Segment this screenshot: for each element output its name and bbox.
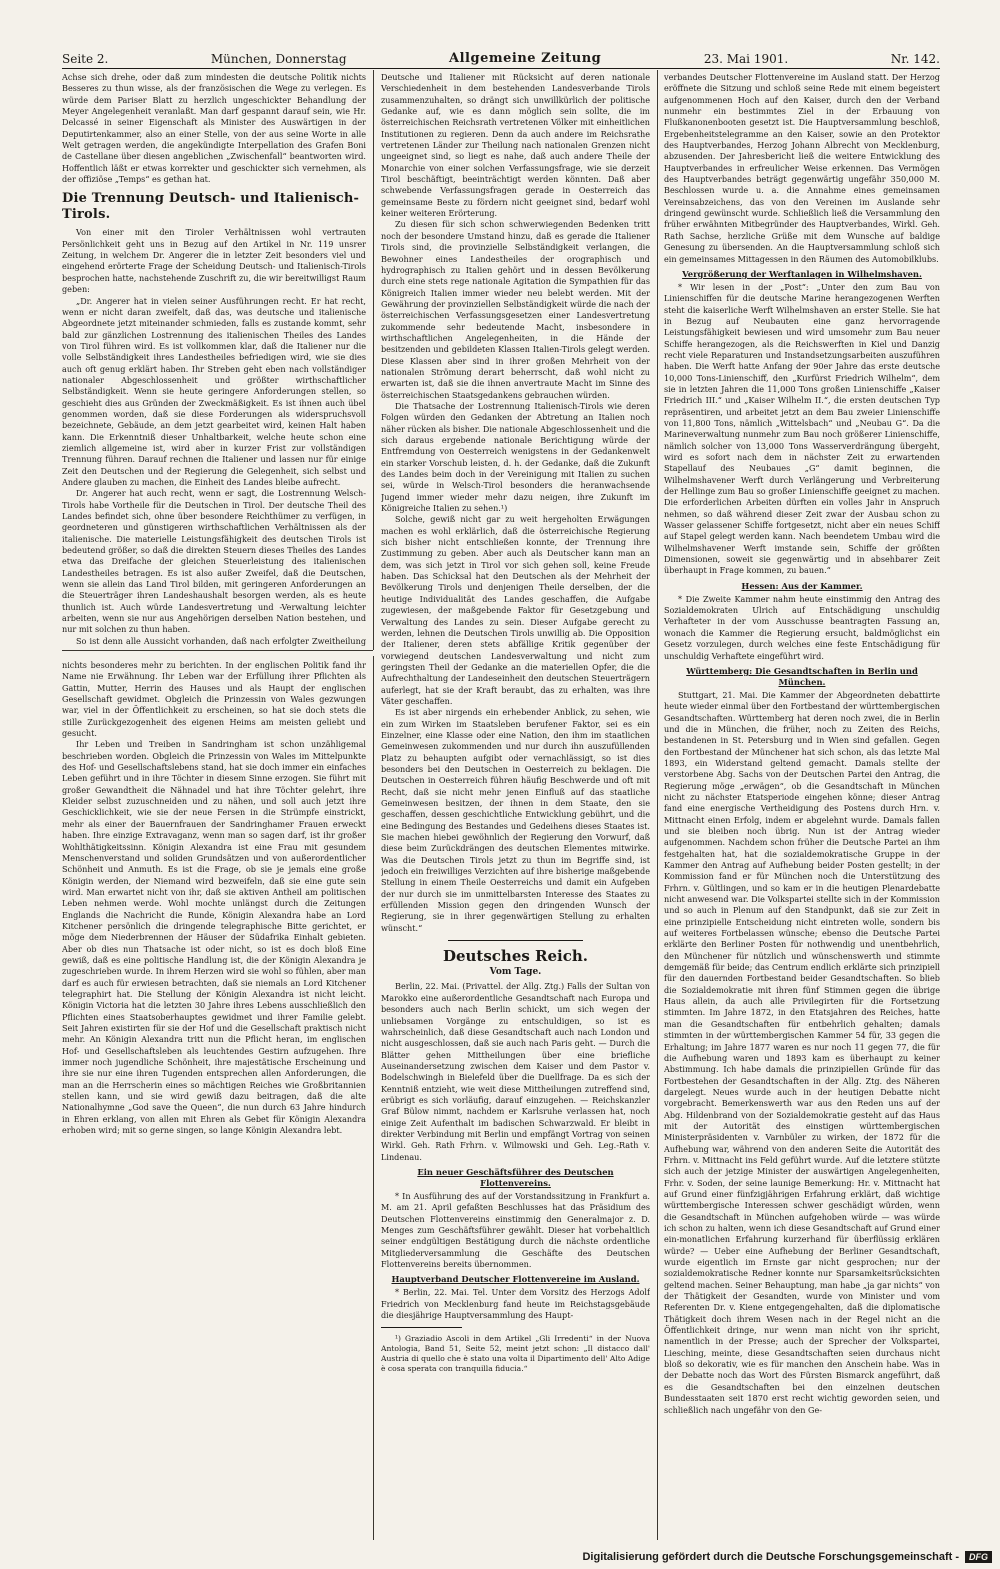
paragraph: * Wir lesen in der „Post“: „Unter den zum Bau von Linienschiffen für die deutsche Marine herangezogenen Werften steht die kaiserliche Werft Wilhelmshaven an erster Stelle. Sie hat in Bezug auf Neubauten eine ganz hervorragende Leistungsfähigkeit bewiesen und wird umsomehr zum Bau neuer Schiffe herangezogen, als die Reichswerften in Kiel und Danzig recht viele Reparaturen und Instandsetzungsarbeiten auszuführen haben. Die Werft hatte Anfang der 90er Jahre das erste deutsche 10,000 Tons-Linienschiff, den „Kurfürst Friedrich Wilhelm“, dem sie in letzten Jahren die 11,000 Tons großen Linienschiffe „Kaiser Friedrich III.“ und „Kaiser Wilhelm II.“, die ersten deutschen Typ repräsentiren, und arbeitet jetzt an dem Bau zweier Linienschiffe von 11,800 Tons, nämlich „Wittelsbach“ und „Neubau G“. Da die Marineverwaltung nunmehr zum Bau noch größerer Linienschiffe, nämlich solcher von 13,000 Tons Wasserverdrängung übergeht, wird es sofort nach dem in nächster Zeit zu erwartenden Stapellauf des Neubaues „G“ damit beginnen, die Wilhelmshavener Werft durch Verlängerung und Verbreiterung der Hellinge zum Bau so großer Linienschiffe geeignet zu machen. Die erforderlichen Arbeiten dürften ein volles Jahr in Anspruch nehmen, so daß während dieser Zeit zwar der Ausbau schon zu Wasser gelassener Schiffe fortgesetzt, nicht aber ein neues Schiff auf Stapel gelegt werden kann. Nach beendetem Umbau wird die Wilhelmshavener Werft imstande sein, Schiffe der größten Dimensionen, soweit sie gegenwärtig und in absehbarer Zeit überhaupt in Frage kommen, zu bauen.“ xyxy=(664,281,940,576)
paragraph: Die Thatsache der Lostrennung Italienisch-Tirols wie deren Folgen würden den Gedanken der Abtretung an Italien noch näher rücken als bisher. Die nationale Abgeschlossenheit und die sich daraus ergebende nationale Berichtigung würde der Entfremdung von Oesterreich wenigstens in der Gedankenwelt ein starker Vorschub leisten, d. h. der Gedanke, daß die Zukunft des Landes beim doch in der Vereinigung mit Italien zu suchen sei, würde in Welsch-Tirol besonders die heranwachsende Jugend immer wieder mehr dazu neigen, ihre Zukunft im Königreiche Italien zu sehen.¹) xyxy=(381,400,650,514)
subheading: Württemberg: Die Gesandtschaften in Berlin und München. xyxy=(686,665,918,687)
column-rule-2 xyxy=(657,70,658,1540)
paragraph: „Dr. Angerer hat in vielen seiner Ausführungen recht. Er hat recht, wenn er nicht daran zweifelt, daß das, was deutsche und italienische Abgeordnete jetzt miteinander schmieden, falls es zustande kommt, sehr bald zur gänzlichen Lostrennung des italienischen Theiles des Landes von Tirol führen wird. Es ist vollkommen klar, daß die Italiener nur die volle Selbständigkeit ihres Landestheiles befriedigen wird, wie sie dies auch oft genug erklärt haben. Ihr Streben geht eben nach vollständiger nationaler Abgeschlossenheit und größter wirthschaftlicher Selbständigkeit. Wenn sie heute geringere Anforderungen stellen, so geschieht dies aus Gründen der Zweckmäßigkeit. Es ist ihnen auch übel genommen worden, daß sie diese Forderungen als widerspruchsvoll bezeichnete, Gebäude, an dem jetzt gearbeitet wird, keinen Halt haben kann. Die Erkenntniß dieser Unhaltbarkeit, welche heute schon eine ziemlich allgemeine ist, wird aber in kurzer Frist zur vollständigen Trennung führen. Darauf rechnen die Italiener und lassen nur für einige Zeit den Deutschen und der Regierung die Gelegenheit, sich selbst und Andere glauben zu machen, die Einheit des Landes bleibe aufrecht. xyxy=(62,295,366,487)
paragraph: Deutsche und Italiener mit Rücksicht auf deren nationale Verschiedenheit in dem bestehenden Landesverbande Tirols zusammenzuhalten, so drängt sich unwillkürlich der politische Gedanke auf, wie es dann möglich sein sollte, die im österreichischen Reichsrath vertretenen Völker mit einheitlichen Institutionen zu regieren. Denn da auch andere im Reichsrathe vertretenen Länder zur Theilung nach nationalen Grenzen nicht ungeeignet sind, so liegt es nahe, daß auch andere Theile der Monarchie von einer solchen Verfassungsfrage, wie sie derzeit Tirol beschäftigt, beeinträchtigt werden könnten. Daß aber schwebende Verfassungsfragen gerade in Oesterreich das gemeinsame Beste zu fördern nicht geeignet sind, bedarf wohl keiner weiteren Erörterung. xyxy=(381,72,650,219)
paragraph: So ist denn alle Aussicht vorhanden, daß nach erfolgter Zweitheilung xyxy=(76,635,366,646)
column-rule-1 xyxy=(373,70,374,650)
paragraph: Berlin, 22. Mai. (Privattel. der Allg. Ztg.) Falls der Sultan von Marokko eine außerordentliche Gesandtschaft nach Europa und besonders auch nach Berlin schickt, um sich wegen der unliebsamen Vorgänge zu entschuldigen, so ist es wahrscheinlich, daß diese Gesandtschaft auch nach London und nicht ausgeschlossen, daß sie auch nach Paris geht. — Durch die Blätter gehen Mittheilungen über eine briefliche Auseinandersetzung zwischen dem Kaiser und dem Pastor v. Bodelschwingh in Bielefeld über die Duellfrage. Da es sich der Kenntniß entzieht, wie weit diese Mittheilungen zutreffend sind, erübrigt es sich vorläufig, darauf einzugehen. — Reichskanzler Graf Bülow nimmt, nachdem er Karlsruhe verlassen hat, noch einige Zeit Aufenthalt im badischen Schwarzwald. Er bleibt in direkter Verbindung mit Berlin und empfängt Vortrag von seinen Wirkl. Geh. Rath Frhrn. v. Wilmowski und Geh. Leg.-Rath v. Lindenau. xyxy=(381,981,650,1162)
paragraph: Es ist aber nirgends ein erhebender Anblick, zu sehen, wie ein zum Wirken im Staatsleben berufener Faktor, sei es ein Einzelner, eine Klasse oder eine Nation, den ihm im staatlichen Gemeinwesen zukommenden und nur durch ihn auszufüllenden Platz zu behaupten aufgibt oder vernachlässigt, so ist dies besonders bei den Deutschen in Oesterreich zu beklagen. Die Deutschen in Oesterreich führen häufig Beschwerde und oft mit Recht, daß sie nicht mehr jenen Einfluß auf das staatliche Gemeinwesen besitzen, der ihnen in dem Staate, den sie geschaffen, dessen geschichtliche Entwicklung gebührt, und die eine Bedingung des Bestandes und Gedeihens dieses Staates ist. Sie machen hiebei gewöhnlich der Regierung den Vorwurf, daß diese beim Zurückdrängen des deutschen Elementes mitwirke. Was die Deutschen Tirols jetzt zu thun im Begriffe sind, ist jedoch ein freiwilliges Verzichten auf ihre bisherige maßgebende Stellung in einem Theile Oesterreichs und damit ein Aufgeben der nur durch sie im unmittelbarsten Interesse des Staates zu erfüllenden Mission gegen den dringenden Wunsch der Regierung, sie in ihrer gegenwärtigen Stellung zu erhalten wünscht.“ xyxy=(381,707,650,933)
intro-text: Achse sich drehe, oder daß zum mindesten die deutsche Politik nichts Besseres zu thun wisse, als der französischen die Wege zu verlegen. Es würde dem Pariser Blatt zu herzlich ungeschickter Behandlung der Meyer Angelegenheit veranlaßt. Man darf gespannt darauf sein, wie Hr. Delcassé in seiner Eigenschaft als Minister des Auswärtigen in der Deputirtenkammer, also an einer Stelle, von der aus seine Worte in alle Welt getragen werden, die angekündigte Interpellation des Grafen Boni de Castellane über diesen angeblichen „Zwischenfall“ beantworten wird. Hoffentlich läßt er etwas korrekter und geschickter sich vernehmen, als der offiziöse „Temps“ es gethan hat. xyxy=(62,72,366,185)
article-heading-tirol: Die Trennung Deutsch- und Italienisch-Tirols. xyxy=(62,191,360,223)
paragraph: * Berlin, 22. Mai. Tel. Unter dem Vorsitz des Herzogs Adolf Friedrich von Mecklenburg fand heute im Reichstagsgebäude die diesjährige Hauptversammlung des Haupt- xyxy=(381,1287,650,1321)
issue-number: Nr. 142. xyxy=(890,52,940,66)
paragraph: verbandes Deutscher Flottenvereine im Ausland statt. Der Herzog eröffnete die Sitzung und schloß seine Rede mit einem begeistert aufgenommenen Hoch auf den Kaiser, durch den der Verband nunmehr ein bestimmtes Ziel in der Erbauung von Flußkanonenbooten gesetzt ist. Die Hauptversammlung beschloß, Ergebenheitstelegramme an den Kaiser, sowie an den Protektor des Hauptverbandes, Herzog Johann Albrecht von Mecklenburg, abzusenden. Der Jahresbericht ließ die weitere Entwicklung des Hauptverbandes in erfreulicher Weise erkennen. Das Vermögen des Hauptverbandes beträgt gegenwärtig ungefähr 350,000 M. Beschlossen wurde u. a. die Annahme eines gemeinsamen Vereinsabzeichens, das von den Vereinen im Auslande sehr dringend gewünscht wurde. Schließlich ließ die Versammlung den früher erwähnten Mitbegründer des Hauptverbandes, Wirkl. Geh. Rath Sachse, herzliche Grüße mit dem Wunsche auf baldige Genesung zu übersenden. An die Hauptversammlung schloß sich ein gemeinsames Mittagessen in den Räumen des Automobilklubs. xyxy=(664,72,940,264)
subheading: Hessen: Aus der Kammer. xyxy=(741,580,863,591)
paragraph: Von einer mit den Tiroler Verhältnissen wohl vertrauten Persönlichkeit geht uns in Bezug auf den Artikel in Nr. 119 unsrer Zeitung, in welchem Dr. Angerer die in letzter Zeit besonders viel und eingehend erörterte Frage der Scheidung Deutsch- und Italienisch-Tirols besprochen hatte, nachstehende Zuschrift zu, die wir bereitwilligst Raum geben: xyxy=(62,227,366,295)
paragraph: Stuttgart, 21. Mai. Die Kammer der Abgeordneten debattirte heute wieder einmal über den Fortbestand der württembergischen Gesandtschaften. Württemberg hat deren noch zwei, die in Berlin und die in München, die früher, noch zu Zeiten des Reichs, bestandenen in St. Petersburg und in Wien sind gefallen. Gegen den Fortbestand der Münchener hat sich schon, als das letzte Mal 1893, ein Widerstand geltend gemacht. Damals stellte der verstorbene Abg. Sachs von der Deutschen Partei den Antrag, die Regierung möge „erwägen“, ob die Gesandtschaft in München nicht zu nächster Etatsperiode eingehen könne; dieser Antrag fand eine energische Vertheidigung des Postens durch Hrn. v. Mittnacht einen Erfolg, indem er abgelehnt wurde. Damals fallen und sie bleiben noch übrig. Nun ist der Antrag wieder aufgenommen. Nachdem schon früher die Deutsche Partei an ihm festgehalten hat, hat die sozialdemokratische Gruppe in der Kammer den Antrag auf Aufhebung beider Posten gestellt; in der Kommission fand er für München noch die Unterstützung des Frhrn. v. Gültlingen, und so kam er in die heutigen Plenardebatte nicht anwesend war. Die Volkspartei stellte sich in der Kommission und so auch in Plenum auf den Standpunkt, daß sie zur Zeit in eine prinzipielle Entscheidung nicht eintreten wolle, sondern bis auf weiteres Fortbelassen wünsche; ebenso die Deutsche Partei erklärte den Berliner Posten für nothwendig und unentbehrlich, den Münchener für nützlich und wünschenswerth und stimmte demgemäß für beide; das Centrum endlich erklärte sich prinzipiell für den dauernden Fortbestand beider Gesandtschaften. So blieb die Sozialdemokratie mit ihren fünf Stimmen gegen die übrige Haus allein, da auch alle Privilegirten für die Fortsetzung stimmten. Im Jahre 1872, in den Etatsjahren des Reiches, hatte man die Gesandtschaften für entbehrlich gehalten; damals stimmten in der württembergischen Kammer 54 für, 33 gegen die Erhaltung; im Jahre 1877 waren es nur noch 11 gegen 77, die für die Aufhebung waren und 1893 kam es überhaupt zu keiner Abstimmung. Ich habe damals die prinzipiellen Gründe für das Fortbestehen der Gesandtschaften in der Allg. Ztg. des Näheren dargelegt. Neues wurde auch in der heutigen Debatte nicht vorgebracht. Bemerkenswerth war aus den Reden uns auf der Abg. Hildenbrand von der Sozialdemokratie gesteht auf das Haus mit der Autorität des einstigen württembergischen Ministerpräsidenten v. Varnbüler zu wirken, der 1872 für die Aufhebung war, während von den anderen Seite die Autorität des Frhrn. v. Mittnacht ins Feld geführt wurde. Auf die letztere stützte sich auch der jetzige Minister der auswärtigen Angelegenheiten, Frhr. v. Soden, der seine launige Bemerkung: Hr. v. Mittnacht hat auf Grund einer fünfzigjährigen Erfahrung erklärt, daß wichtige württembergische Interessen schwer geschädigt würden, wenn die Gesandtschaft in München aufgehoben würde — was würde ich schon zu halten, wenn ich diese Gesandtschaft auf Grund einer ein-monatlichen Erfahrung kurzerhand für überflüssig erklären würde? — Ueber eine Aufhebung der Berliner Gesandtschaft, wurde eigentlich im Ernste gar nicht gesprochen; nur der sozialdemokratische Redner konnte nur Sparsamkeitsrücksichten geltend machen. Seiner Behauptung, man habe „ja gar nichts“ von der Thätigkeit der Gesandten, wurde von Minister und vom Referenten Dr. v. Kiene entgegengehalten, daß die diplomatische Thätigkeit doch ihrem Wesen nach in der Regel nicht an die Öffentlichkeit dringe, nur wenn man nicht von ihr spricht, namentlich in der Presse; auch der Sprecher der Volkspartei, Liesching, meinte, diese Gesandtschaften seien durchaus nicht bloß so dekorativ, wie es für manchen den Anschein habe. Was in der Debatte noch das Wort des Fürsten Bismarck angeführt, daß es die Gesandtschaften bei den einzelnen deutschen Bundesstaaten seit 1870 erst recht wichtig geworden seien, und schließlich nach ungefähr von den Ge- xyxy=(664,689,940,1415)
footnote-divider xyxy=(381,1327,462,1328)
page-header xyxy=(62,42,940,69)
digitization-footer xyxy=(582,1551,992,1563)
dfg-logo: DFG xyxy=(965,1551,992,1563)
footer-text: Digitalisierung gefördert durch die Deutsche Forschungsgemeinschaft - xyxy=(582,1551,959,1563)
paragraph: Zu diesen für sich schon schwerwiegenden Bedenken tritt noch der besondere Umstand hinzu, daß es gerade die Italiener Tirols sind, die provinzielle Selbständigkeit verlangen, die Bewohner eines Landestheiles der orographisch und hydrographisch zu Italien gehört und in dessen Bevölkerung durch eine stets rege nationale Agitation die Sympathien für das Königreich Italien immer wieder neu belebt werden. Mit der Gewährung der provinziellen Selbständigkeit würde die nach der österreichischen Verfassungsgesetzen einer Landesvertretung zukommende sehr bedeutende Macht, insbesondere in wirthschaftlichen Angelegenheiten, in die Hände der besitzenden und gebildeten Klassen Italien-Tirols gelegt werden. Diese Klassen aber sind in ihrer großen Mehrheit von der nationalen Strömung derart beherrscht, daß wohl nicht zu erwarten ist, daß sie die ihnen anvertraute Macht im Sinne des österreichischen Staatsgedankens gebrauchen würden. xyxy=(381,219,650,400)
column-3 xyxy=(664,72,940,1540)
place-day: München, Donnerstag xyxy=(210,52,347,66)
column-2 xyxy=(381,72,650,1540)
feuilleton-column xyxy=(62,660,366,1540)
paragraph: Solche, gewiß nicht gar zu weit hergeholten Erwägungen machen es wohl erklärlich, daß die österreichische Regierung sich bisher nicht entschließen konnte, der Trennung ihre Zustimmung zu geben. Aber auch als Deutscher kann man an dem, was sich jetzt in Tirol vor sich gehen soll, keine Freude haben. Das Schicksal hat den Deutschen als der Mehrheit der Bevölkerung Tirols und denjenigen Theile derselben, der die heutige Individualität des Landes geschaffen, die Aufgabe zugewiesen, der maßgebende Faktor für Gesetzgebung und Verwaltung des Landes zu sein. Dieser Aufgabe gerecht zu werden, lehnen die Deutschen Tirols unwillig ab. Die Opposition der Italiener, deren stets abfällige Kritik gegenüber der vorwiegend deutschen Landesverwaltung und nicht zum geringsten Theil der Gedanke an die materiellen Opfer, die die Aufrechthaltung der Landeseinheit den deutschen Steuerträgern auferlegt, hat sie der Kraft beraubt, das zu erhalten, was ihre Väter geschaffen. xyxy=(381,514,650,706)
fold-rule xyxy=(62,650,373,651)
section-heading: Deutsches Reich. xyxy=(442,947,589,966)
section-divider xyxy=(448,940,583,941)
footnote: ¹) Graziadio Ascoli in dem Artikel „Gli Irredenti“ in der Nuova Antologia, Band 51, Seite 52, meint jetzt schon: „Il distacco dall' Austria di quello che è stato una volta il Dipartimento dell' Alto Adige è cosa sperata con tranquilla fiducia.“ xyxy=(381,1334,650,1374)
newspaper-title: Allgemeine Zeitung xyxy=(449,51,602,66)
paragraph: Ihr Leben und Treiben in Sandringham ist schon unzähligemal beschrieben worden. Obgleich die Prinzessin von Wales im Mittelpunkte des Hof- und Gesellschaftslebens stand, hat sie doch immer ein einfaches Leben geführt und in ihre Töchter in diesem Sinne erzogen. Sie führt mit großer Gewandtheit die Nähnadel und hat ihre Töchter gelehrt, ihre Kleider selbst zuzuschneiden und zu nähen, und soll auch jetzt ihre Geschicklichkeit, wie sie der neue Fersen in die Strümpfe einstrickt, mehr als einer der Bauernfrauen der Sandringhamer Frauen erweckt haben. Ihre einzige Extravaganz, wenn man so sagen darf, ist ihr großer Wohlthätigkeitssinn. Königin Alexandra ist eine Frau mit gesundem Menschenverstand und soliden Grundsätzen und von außerordentlicher Schönheit und Anmuth. Es ist die Frage, ob sie je jemals eine große Königin werden, der Niemand wird bezweifeln, daß sie eine gute sein wird. Man erwartet nicht von ihr, daß sie aktiven Antheil am politischen Leben nehmen werde. Wohl mochte unlängst durch die Zeitungen Englands die Nachricht die Runde, Königin Alexandra habe an Lord Kitchener persönlich die dringende telegraphische Bitte gerichtet, er möge dem Niederbrennen der Häuser der Südafrika Einhalt gebieten. Aber ob dies nun Thatsache ist oder nicht, so ist es doch bloß Eine gewiß, daß es eine politische Handlung ist, die der Königin Alexandra je zugeschrieben wurde. In ihrem Herzen wird sie wohl so fühlen, aber man darf es auch für erwiesen betrachten, daß sie niemals an Lord Kitchener telegraphirt hat. Die Stellung der Königin Alexandra ist nicht leicht. Königin Victoria hat die letzten 30 Jahre ihres Lebens ausschließlich den Pflichten eines Staatsoberhauptes gewidmet und ihrer Familie gelebt. Seit Jahren existirten für sie der Hof und die Gesellschaft praktisch nicht mehr. An Königin Alexandra tritt nun die Pflicht heran, im englischen Hof- und Gesellschaftsleben als leuchtendes Gestirn aufzugehen. Ihre immer noch jugendliche Schönheit, ihre majestätische Erscheinung und ihre sie nur eine ihren Tugenden entsprechen allen Anforderungen, die man an die Herrscherin eines so mächtigen Reiches wie Großbritannien stellen kann, und sie wird gewiß dazu beitragen, daß die alte Nationalhymne „God save the Queen“, die nun durch 63 Jahre hindurch in Ehren erklang, von allen mit Ehren als Gebet für Königin Alexandra erhoben wird; mit so gerne singen, so lange Königin Alexandra lebt. xyxy=(62,739,366,1136)
page-number: Seite 2. xyxy=(62,52,109,66)
column-rule-3 xyxy=(373,656,374,1540)
paragraph: * In Ausführung des auf der Vorstandssitzung in Frankfurt a. M. am 21. April gefaßten Beschlusses hat das Präsidium des Deutschen Flottenvereins einstimmig den Generalmajor z. D. Menges zum Geschäftsführer gewählt. Dieser hat vorbehaltlich seiner endgültigen Bestätigung durch die nächste ordentliche Mitgliederversammlung die Geschäfte des Deutschen Flottenvereins bereits übernommen. xyxy=(381,1190,650,1270)
subheading: Ein neuer Geschäftsführer des Deutschen Flottenvereins. xyxy=(417,1166,614,1188)
subheading: Hauptverband Deutscher Flottenvereine im Ausland. xyxy=(391,1274,640,1285)
subheading: Vergrößerung der Werftanlagen in Wilhelmshaven. xyxy=(682,268,922,279)
section-subheading: Vom Tage. xyxy=(489,967,542,978)
column-1 xyxy=(62,72,366,648)
paragraph: Dr. Angerer hat auch recht, wenn er sagt, die Lostrennung Welsch-Tirols habe Vortheile für die Deutschen in Tirol. Der deutsche Theil des Landes befindet sich, ohne über besondere Reichthümer zu verfügen, in geordneteren und günstigeren wirthschaftlichen Verhältnissen als der italienische. Die materielle Leistungsfähigkeit des deutschen Tirols ist bedeutend größer, so daß die direkten Steuern dieses Theiles des Landes etwa das Dreifache der gleichen Steuerleistung des italienischen Landestheiles betragen. Es ist also außer Zweifel, daß die Deutschen, wenn sie allein das Land Tirol bilden, mit geringeren Anforderungen an die Steuerträger ihren Landeshaushalt besorgen werden, als es heute thunlich ist. Auch würde Landesvertretung und -Verwaltung leichter arbeiten, wenn sie nur aus Angehörigen derselben Nation bestehen, und nur mit solchen zu thun haben. xyxy=(62,488,366,635)
issue-date: 23. Mai 1901. xyxy=(703,52,789,66)
paragraph: * Die Zweite Kammer nahm heute einstimmig den Antrag des Sozialdemokraten Ulrich auf Entschädigung unschuldig Verhafteter in der vom Ausschusse beantragten Fassung an, wonach die Kammer die Regierung ersucht, baldmöglichst ein Gesetz vorzulegen, durch welches eine feste Entschädigung für unschuldig Verhaftete eingeführt wird. xyxy=(664,593,940,661)
paragraph: nichts besonderes mehr zu berichten. In der englischen Politik fand ihr Name nie Erwähnung. Ihr Leben war der Erfüllung ihrer Pflichten als Gattin, Mutter, Herrin des Hauses und als Haupt der englischen Gesellschaft gewidmet. Obgleich die Prinzessin von Wales gezwungen war, viel in der Öffentlichkeit zu erscheinen, so hat sie doch stets die stille Zurückgezogenheit des eigenen Heims am meisten geliebt und gesucht. xyxy=(62,660,366,739)
